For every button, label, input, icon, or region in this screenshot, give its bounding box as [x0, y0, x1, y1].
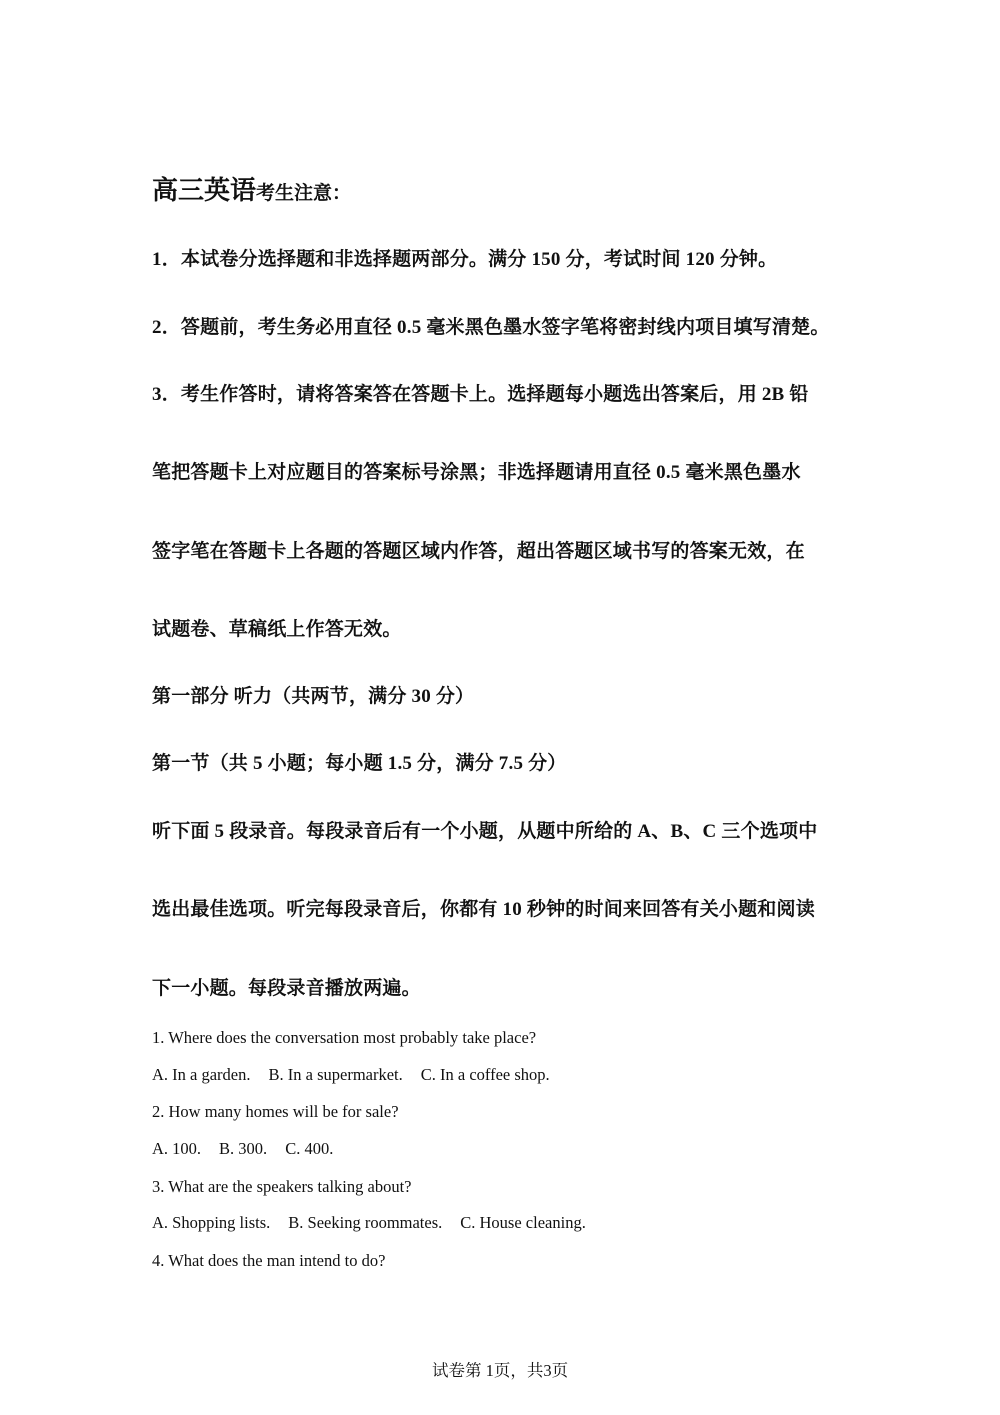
- part-heading: 第一部分 听力（共两节，满分 30 分）: [152, 686, 475, 707]
- instruction-line-1: 听下面 5 段录音。每段录音后有一个小题，从题中所给的 A、B、C 三个选项中: [152, 821, 818, 842]
- option-b: B. In a supermarket.: [268, 1065, 403, 1084]
- note-line-1: 1．本试卷分选择题和非选择题两部分。满分 150 分，考试时间 120 分钟。: [152, 249, 778, 270]
- question-4-stem: 4. What does the man intend to do?: [152, 1251, 386, 1270]
- note-line-2: 2．答题前，考生务必用直径 0.5 毫米黑色墨水签字笔将密封线内项目填写清楚。: [152, 317, 830, 338]
- page-footer: 试卷第 1页，共3页: [431, 1361, 569, 1380]
- instruction-line-2: 选出最佳选项。听完每段录音后，你都有 10 秒钟的时间来回答有关小题和阅读: [152, 899, 815, 920]
- option-c: C. House cleaning.: [460, 1213, 586, 1232]
- option-a: A. Shopping lists.: [152, 1213, 271, 1232]
- question-3-options: [152, 1213, 604, 1233]
- notice-heading: 考生注意：: [256, 183, 352, 204]
- question-1-options: [152, 1065, 568, 1085]
- option-c: C. In a coffee shop.: [420, 1065, 550, 1084]
- question-2-stem: 2. How many homes will be for sale?: [152, 1102, 399, 1121]
- note-line-3: 3．考生作答时，请将答案答在答题卡上。选择题每小题选出答案后，用 2B 铅: [152, 384, 809, 405]
- option-a: A. In a garden.: [152, 1065, 251, 1084]
- option-b: B. Seeking roommates.: [288, 1213, 443, 1232]
- page-title-row: [152, 170, 351, 207]
- option-a: A. 100.: [152, 1139, 202, 1158]
- question-1-stem: 1. Where does the conversation most probably take place?: [152, 1028, 537, 1047]
- note-line-4: 笔把答题卡上对应题目的答案标号涂黑；非选择题请用直径 0.5 毫米黑色墨水: [152, 462, 801, 483]
- page-title: 高三英语: [152, 176, 257, 205]
- section-heading: 第一节（共 5 小题；每小题 1.5 分，满分 7.5 分）: [152, 753, 567, 774]
- question-2-options: [152, 1139, 351, 1159]
- option-c: C. 400.: [285, 1139, 334, 1158]
- note-line-5: 签字笔在答题卡上各题的答题区域内作答，超出答题区域书写的答案无效，在: [152, 541, 805, 562]
- instruction-line-3: 下一小题。每段录音播放两遍。: [152, 978, 421, 999]
- question-3-stem: 3. What are the speakers talking about?: [152, 1177, 412, 1196]
- option-b: B. 300.: [219, 1139, 268, 1158]
- note-line-6: 试题卷、草稿纸上作答无效。: [152, 619, 402, 640]
